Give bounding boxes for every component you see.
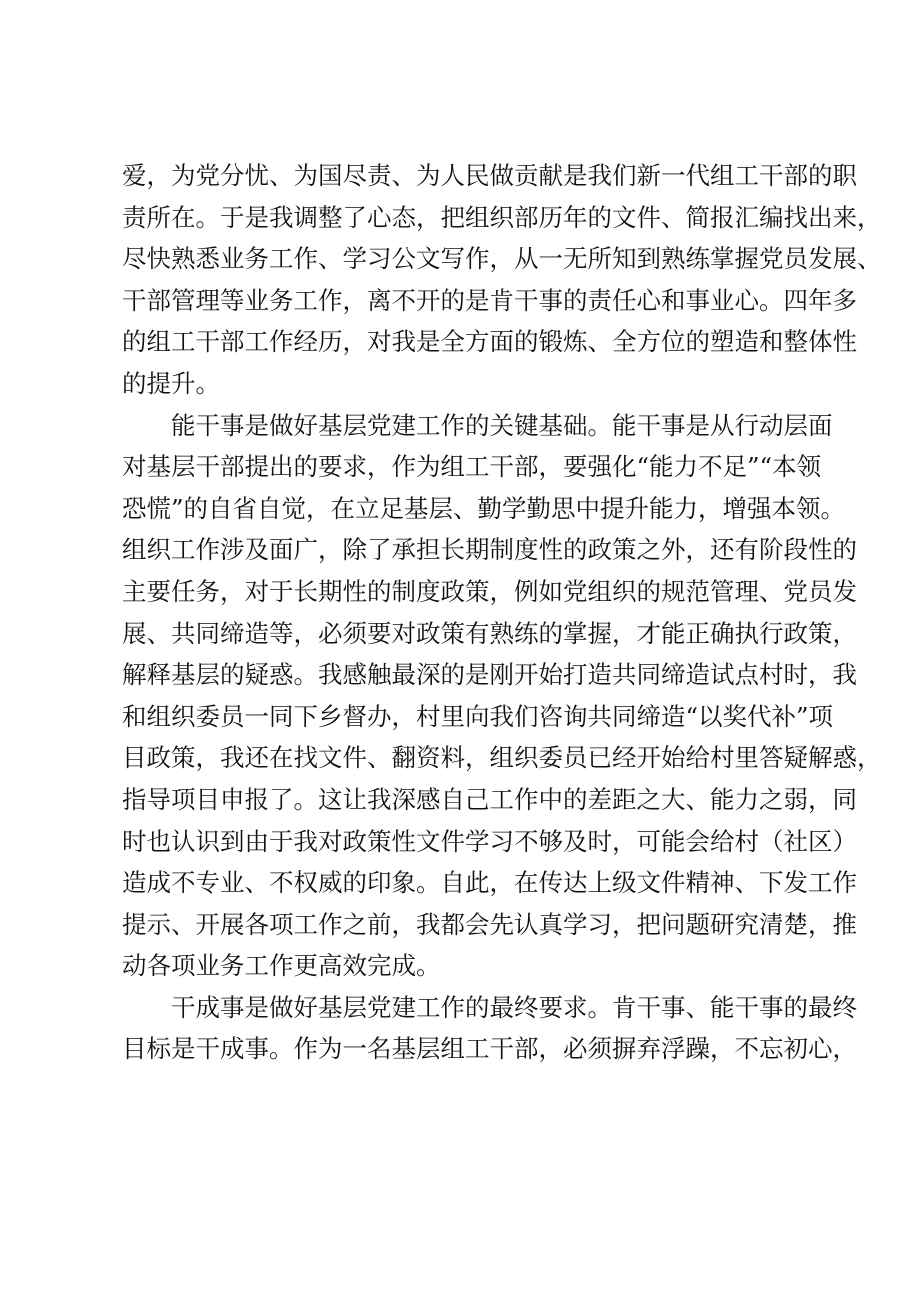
text-line: 能干事是做好基层党建工作的关键基础。能干事是从行动层面	[171, 410, 833, 440]
text-line: 目标是干成事。作为一名基层组工干部，必须摒弃浮躁，不忘初心，	[122, 1034, 857, 1064]
text-line: 组织工作涉及面广，除了承担长期制度性的政策之外，还有阶段性的	[122, 535, 857, 565]
paragraph	[122, 987, 857, 1070]
text-line: 时也认识到由于我对政策性文件学习不够及时，可能会给村（社区）	[122, 826, 857, 856]
text-line: 责所在。于是我调整了心态，把组织部历年的文件、简报汇编找出来，	[122, 202, 882, 232]
text-line: 解释基层的疑惑。我感触最深的是刚开始打造共同缔造试点村时，我	[122, 660, 857, 690]
paragraph	[122, 155, 882, 405]
text-line: 和组织委员一同下乡督办，村里向我们咨询共同缔造“以奖代补”项	[122, 701, 834, 731]
text-line: 的组工干部工作经历，对我是全方面的锻炼、全方位的塑造和整体性	[122, 327, 857, 357]
text-line: 干成事是做好基层党建工作的最终要求。肯干事、能干事的最终	[171, 992, 857, 1022]
text-line: 干部管理等业务工作，离不开的是肯干事的责任心和事业心。四年多	[122, 285, 857, 315]
text-line: 目政策，我还在找文件、翻资料，组织委员已经开始给村里答疑解惑，	[122, 743, 882, 773]
document-body	[122, 155, 882, 1070]
text-line: 爱，为党分忧、为国尽责、为人民做贡献是我们新一代组工干部的职	[122, 161, 857, 190]
paragraph	[122, 405, 882, 987]
text-line: 对基层干部提出的要求，作为组工干部，要强化“能力不足”“本领	[122, 452, 822, 482]
text-line: 造成不专业、不权威的印象。自此，在传达上级文件精神、下发工作	[122, 868, 857, 898]
text-line: 尽快熟悉业务工作、学习公文写作，从一无所知到熟练掌握党员发展、	[122, 244, 882, 274]
text-line: 的提升。	[122, 368, 220, 398]
text-line: 展、共同缔造等，必须要对政策有熟练的掌握，才能正确执行政策，	[122, 618, 857, 648]
text-line: 指导项目申报了。这让我深感自己工作中的差距之大、能力之弱，同	[122, 784, 857, 814]
text-line: 主要任务，对于长期性的制度政策，例如党组织的规范管理、党员发	[122, 576, 857, 606]
text-line: 恐慌”的自省自觉，在立足基层、勤学勤思中提升能力，增强本领。	[122, 493, 846, 523]
text-line: 动各项业务工作更高效完成。	[122, 951, 441, 981]
text-line: 提示、开展各项工作之前，我都会先认真学习，把问题研究清楚，推	[122, 909, 857, 939]
